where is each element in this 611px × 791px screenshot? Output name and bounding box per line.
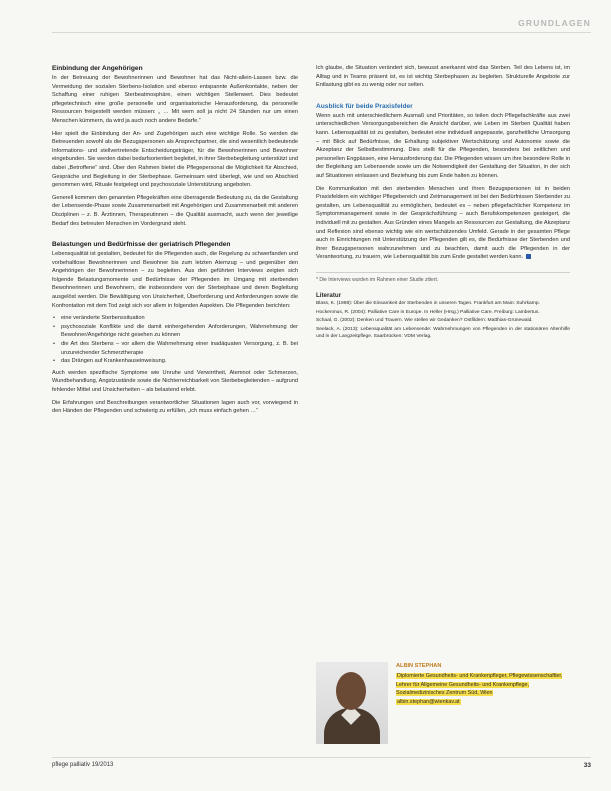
- left-column: [52, 64, 298, 420]
- footnote: * Die Interviews wurden im Rahmen einer Studie zitiert.: [316, 272, 570, 284]
- section-label: GRUNDLAGEN: [518, 18, 591, 28]
- bullet-item: • das Drängen auf Krankenhauseinweisung.: [61, 357, 298, 366]
- paragraph: Generell kommen den genannten Pflegekräften eine überragende Bedeutung zu, da die Gestaltung der Lebensende-Phase sowie Zusammenarbeit mit Angehörigen und Zusammenarbeit mit anderen Disziplinen – z. B. Ärztinnen, Therapeutinnen – die Qualität ausmacht, auch wenn der jeweilige Bedarf des betreuten Menschen im Vordergrund steht.: [52, 194, 298, 227]
- photo-head-shape: [336, 672, 366, 710]
- bullet-item: • die Art des Sterbens – vor allem die Wahrnehmung einer inadäquaten Versorgung, z. B. bei unzureichender Schmerztherapie: [61, 340, 298, 357]
- bullet-list: [52, 314, 298, 366]
- end-mark-icon: [526, 254, 531, 259]
- bullet-item: • eine veränderte Sterbenssituation: [61, 314, 298, 323]
- literature-item: Blass, K. (1998): Über die Einsamkeit der Sterbenden in unseren Tagen. Frankfurt am Main: Suhrkamp.: [316, 301, 540, 307]
- right-column: [316, 64, 570, 342]
- literature-item: Schaal, G. (2002): Denken und Trauern. Wie stellen wir Gedanken? Ostfildern: Matthias-Grünewald.: [316, 318, 533, 324]
- paragraph-text: Die Kommunikation mit den sterbenden Menschen und ihren Bezugspersonen ist in beiden Praxisfeldern ein wichtiger Pflegebereich und Zeitmanagement ist bei den Bedürfnissen Sterbender zu gestalten, um Lebensqualität zu ermöglichen, bedeutet es – neben pflegefachlicher Kompetenz im Symptommanagement sowie in der Gesprächsführung – auch Berufskompetenzen gesteigert, die individuell mit zu gestalten. Aus Gründen eines Mangels an Ressourcen zur Gestaltung, die Akzeptanz und Reflexion sind ebenso wichtig wie ein wertschätzendes Umfeld. Gerade in der gesamten Pflege auch in Einrichtungen mit Unterstützung der Pflegenden gilt es, die Bedürfnisse der Sterbenden und ihrer Bezugspersonen wahrzunehmen und zu beachten, damit auch die Pflegenden in der Verantwortung, zu trauern, wie Lebensqualität bis zum Ende gestaltet werden kann.: [316, 185, 570, 261]
- paragraph: Wenn auch mit unterschiedlichem Ausmaß und Prioritäten, so teilen doch Pflegefachkräfte aus zwei unterschiedlichen Versorgungsbereichen die Ansicht darüber, wie Leben im Sterben Qualität haben kann. Lebensqualität ist zu gestalten, bedeutet eine individuell angepasste, ganzheitliche Umsorgung – mit Blick auf Bedürfnisse, die Erhaltung subjektiver Wertschätzung und Autonomie sowie die Akzeptanz der Selbstbestimmung. Dies stellt für die Pflegenden, besonders bei zeitlichen und personellen Engpässen, eine Herausforderung dar. Die Pflegenden wissen um ihre besondere Rolle in der Begleitung am Lebensende sowie um die Notwendigkeit der Gestaltung der Situation, in der sich auf Situationen einlassen und Beziehung bis zum Ende halten zu können.: [316, 112, 570, 179]
- author-bio: Diplomierte Gesundheits- und Krankenpfleger, Pflegewissenschaftler, Lehrer für Allgemeine Gesundheits- und Krankenpflege, Sozialmedizinisches Zentrum Süd, Wien: [396, 673, 563, 697]
- paragraph: In der Betreuung der Bewohnerinnen und Bewohner hat das Nicht-allein-Lassen bzw. die Vermeidung der sozialen Sterbens-Isolation und ebenso entspannte Außenkontakte, neben der Schaffung einer ruhigen Sterbeatmosphäre, einen wichtigen Stellenwert. Dies bedeutet pflegetechnisch eine große personelle und organisatorische Herausforderung, da personelle Ressourcen freigestellt werden müssen: „ … Mit wem soll ja nicht 24 Stunden nur um einen Menschen kümmern, da wird ja auch noch andere Bedarfe.“: [52, 75, 298, 124]
- bullet-item: • psychosoziale Konflikte und die damit einhergehenden Anforderungen, Wahrnehmung der Bewohner/Angehörige nicht gesehen zu können: [61, 323, 298, 340]
- literature-item: Hockenmus, R. (2004): Palliative Care in Europe. In Heller (Hrsg.) Palliative Care. Freiburg: Lambertus.: [316, 309, 540, 315]
- literature-list: [316, 300, 570, 340]
- section-heading-belastungen: Belastungen und Bedürfnisse der geriatrisch Pflegenden: [52, 241, 231, 249]
- author-photo: [316, 662, 388, 744]
- paragraph: Hier spielt die Einbindung der An- und Zugehörigen auch eine wichtige Rolle. So werden die Betreuenden sowohl als die Bezugspersonen als Ansprechpartner, die sind wesentlich bedeutende Informations- und stellvertretende Entscheidungsträger, für die Bewohnerinnen und Bewohner eingebunden. Sie werden dabei bedarfsorientiert begleitet, in ihrer Sterbebegleitung unterstützt und dabei „Betroffene“ sind. Über den Rahmen bietet die Pflegepersonal die Möglichkeit für Abschied, Gespräche und Begleitung in der Sterbephase. Gemeinsam wird überlegt, wie und wo Abschied genommen wird, Rituale festgelegt und psychosoziale Unterstützung angeboten.: [52, 130, 298, 189]
- paragraph: Ich glaube, die Situation verändert sich, bewusst anerkannt wird das Sterben. Teil des Lebens ist, im Alltag und in Teams präsent ist, es ist wichtig Sterbephasen zu begleiten. Strukturelle Angebote zur Entlastung gibt es zu wenig oder nur selten.: [316, 65, 570, 89]
- spacer: [316, 94, 570, 102]
- section-heading-angehoerige: Einbindung der Angehörigen: [52, 65, 143, 72]
- literature-heading: Literatur: [316, 291, 342, 299]
- author-email-link[interactable]: albin.stephan@wienkav.at: [397, 698, 460, 705]
- footer-divider: [52, 757, 591, 758]
- header-divider: [52, 32, 591, 33]
- section-heading-ausblick: Ausblick für beide Praxisfelder: [316, 102, 413, 110]
- paragraph: Lebensqualität ist gestalten, bedeutet für die Pflegenden auch, die Regelung zu schwerfanden und vorbehaltlose Bewohnerinnen und Bewohner bis zum letzten Atemzug – und gegenüber den Angehörigen der Bewohnerinnen – zu begleiten. Aus den geführten Interviews zeigten sich folgende Belastungsmomente und Bedürfnisse der Pflegenden im Umgang mit sterbenden Bewohnerinnen und Bewohnern, die insbesondere von der Sterbephase und deren Begleitung ausgelöst werden. Die Bewältigung von Unsicherheit, Überforderung und Anforderungen sowie die Konfrontation mit dem Tod zeigt sich vor allem in folgenden Aspekten. Die Pflegenden berichten:: [52, 251, 298, 309]
- magazine-issue: pflege palliativ 19/2013: [52, 762, 114, 768]
- author-box: [316, 662, 570, 744]
- spacer: [52, 232, 298, 240]
- author-name: ALBIN STEPHAN: [396, 663, 442, 669]
- paragraph: Die Erfahrungen und Beschreibungen verantwortlicher Situationen lagen auch vor, vorwiegend in den Händen der Pflegenden und schwierig zu erfüllen, „ich muss einfach gehen …“: [52, 399, 298, 415]
- author-text: [396, 662, 570, 706]
- page-number: 33: [583, 762, 591, 769]
- paragraph-final: [316, 185, 570, 262]
- paragraph: Auch werden spezifische Symptome wie Unruhe und Verwirrtheit, Atemnot oder Schmerzen, Wundbehandlung, Angstzustände sowie die Nichterreichbarkeit von Sterbebegleitenden – aufgrund fehlender Mittel und Unsicherheiten – als belastend erlebt.: [52, 369, 298, 393]
- literature-item: Seelack, A. (2013): Lebensqualität am Lebensende: Wahrnehmungen von Pflegenden in der stationären Altenhilfe und in der Langzeitpflege. Saarbrücken: VDM Verlag.: [316, 326, 570, 340]
